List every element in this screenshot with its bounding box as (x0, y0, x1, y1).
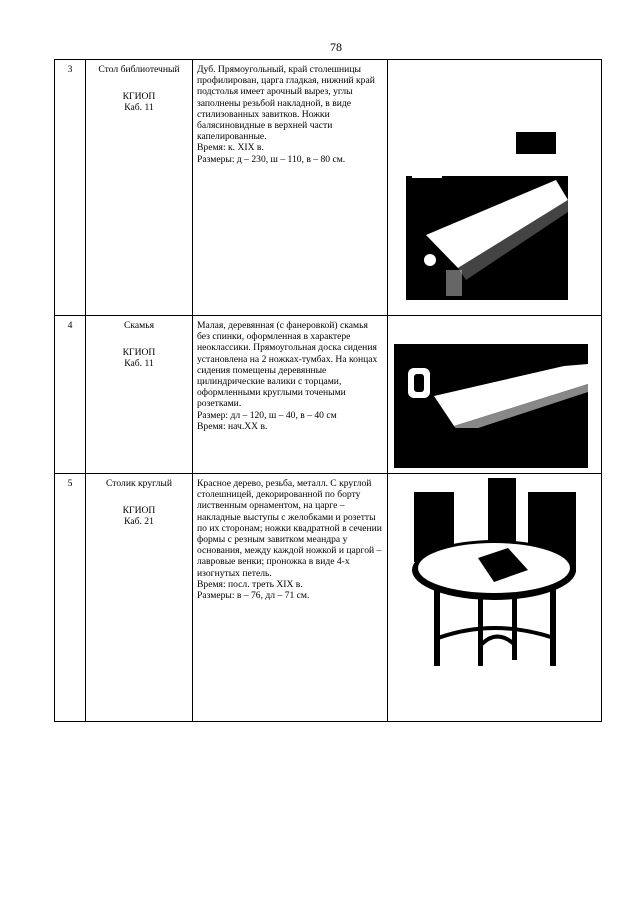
object-owner: КГИОП (122, 505, 156, 517)
object-room: Каб. 21 (124, 516, 154, 528)
object-description-cell (193, 474, 388, 722)
object-room: Каб. 11 (124, 358, 154, 370)
table-row (55, 316, 602, 474)
object-size: Размеры: в – 76, дл – 71 см. (197, 590, 310, 602)
object-photo-cell (388, 60, 602, 316)
object-description: Дуб. Прямоугольный, край столешницы профилирован, царга гладкая, нижний край подстолья имеет арочный вырез, углы заполнены резьбой накладной, в виде стилизованных завитков. Ножки балясиновидные в верхней части капелированные. (197, 64, 375, 143)
page-number: 78 (330, 40, 342, 54)
photo-bench-icon (394, 326, 588, 468)
object-description-cell (193, 60, 388, 316)
row-number: 4 (55, 316, 86, 474)
row-number: 3 (55, 60, 86, 316)
table-row (55, 60, 602, 316)
furniture-registry-table (54, 59, 602, 722)
photo-round-table-icon (408, 478, 582, 674)
row-number: 5 (55, 474, 86, 722)
object-description: Красное дерево, резьба, металл. С круглой столешницей, декорированной по борту лиственным орнаментом, на царге – накладные выступы с желобками и розетты по их сторонам; ножки квадратной в сечении формы с резным завитком меандра у основания, между каждой ножкой и царгой – лавровые венки; проножка в виде 4-х изогнутых петель. (197, 478, 382, 579)
object-photo-cell (388, 316, 602, 474)
object-owner: КГИОП (122, 91, 156, 103)
object-size: Размер: дл – 120, ш – 40, в – 40 см (197, 409, 337, 421)
table-row (55, 474, 602, 722)
object-name-cell (86, 474, 193, 722)
photo-library-table-icon (406, 120, 568, 300)
object-name-cell (86, 60, 193, 316)
object-name-cell (86, 316, 193, 474)
object-owner: КГИОП (122, 347, 156, 359)
object-name: Столик круглый (106, 478, 172, 489)
object-time: Время: к. XIX в. (197, 142, 264, 154)
object-time: Время: посл. треть XIX в. (197, 578, 303, 590)
object-name: Скамья (123, 320, 155, 331)
object-description: Малая, деревянная (с фанеровкой) скамья без спинки, оформленная в характере неоклассики. Прямоугольная доска сидения установлена на 2 ножках-тумбах. На концах сидения помещены деревянные цилиндрические валики с торцами, оформленными круглыми точеными розетками. (197, 320, 378, 410)
object-name: Стол библиотечный (98, 64, 180, 75)
object-description-cell (193, 316, 388, 474)
object-time: Время: нач.ХХ в. (197, 420, 268, 432)
object-size: Размеры: д – 230, ш – 110, в – 80 см. (197, 153, 346, 165)
object-room: Каб. 11 (124, 102, 154, 114)
object-photo-cell (388, 474, 602, 722)
